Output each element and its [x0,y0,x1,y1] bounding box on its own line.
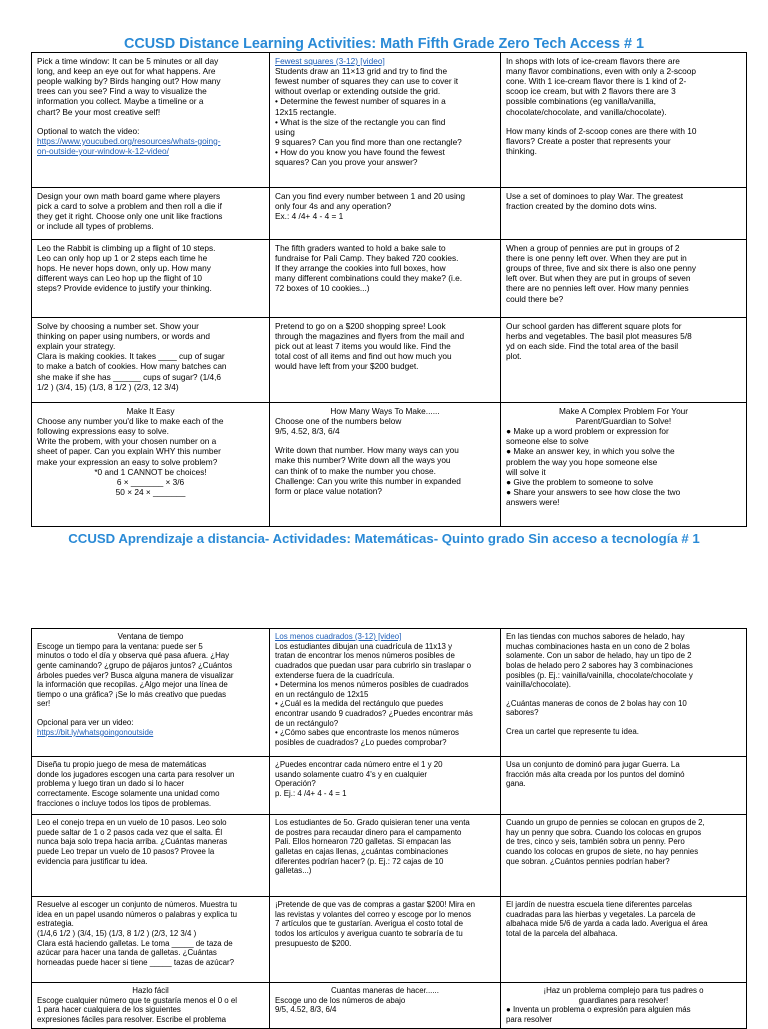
cell-text-line: Design your own math board game where players [37,191,221,201]
cell-text-line: problema y luego tiran un dado si lo hacer [37,779,184,789]
expression-line: *0 and 1 CANNOT be choices! [94,466,207,477]
cell-text-line: p. Ej.: 4 /4+ 4 - 4 = 1 [275,788,347,798]
expression-line: 50 × 24 × _______ [115,486,186,497]
activity-grid-english [31,52,747,527]
cell-text-line: Solve by choosing a number set. Show your [37,321,199,331]
cell-text-line: albahaca mide 5/6 de yarda a cada lado. Averigua el área [506,919,708,929]
cell-text-line: cuando los colocas en grupos de siete, no hay pennies [506,846,699,856]
cell-text-line: para resolver [506,1014,553,1024]
cell-text-line: • How do you know you have found the fewest [275,146,445,157]
cell-text-line: possible combinations (eg vanilla/vanilla, [506,96,656,107]
activity-cell [501,983,747,1029]
cell-text-line: galletas en cajas llenas, ¿cuántas combinaciones [275,846,449,856]
cell-text-line: gana. [506,779,526,789]
cell-text-line: Operación? [275,779,316,789]
cell-heading: Cuantas maneras de hacer...... [331,986,439,995]
cell-text-line: In shops with lots of ice-cream flavors there are [506,56,680,66]
activity-cell [270,983,501,1029]
cell-text-line: Escoge cualquier número que te gustaría menos el 0 o el [37,995,238,1005]
video-link[interactable]: Fewest squares (3-12) [video] [275,56,385,66]
cell-heading: guardianes para resolver! [578,995,669,1005]
cell-text-line: • Determine the fewest number of squares in a [275,96,446,107]
cell-text-line: estrategia. [37,919,74,929]
cell-text-line: Pretend to go on a $200 shopping spree! Look [275,321,446,331]
cell-text-line: Write the probem, with your chosen number on a [37,436,217,447]
cell-text-line: posibles de cuadrados? ¿Lo puedes comprobar? [275,738,447,748]
cell-text-line: pick out at least 7 items you would like. Find the [275,341,451,352]
cell-text-line: correctamente. Escoge solamente una unidad como [37,788,220,798]
activity-grid-spanish [31,628,747,1029]
cell-text-line: to make a batch of cookies. How many batches can [37,361,227,372]
activity-cell [270,240,501,318]
cell-text-line: El jardín de nuestra escuela tiene diferentes parcelas [506,900,692,909]
cell-text-line: sabores? [506,708,539,718]
cell-text-line: would have left from your $200 budget. [275,361,419,372]
activity-cell [32,629,270,757]
cell-heading: Make It Easy [126,406,175,416]
cell-text-line: groups of three, five and six there is also one penny [506,263,697,274]
cell-text-line: galletas...) [275,866,312,876]
cell-text-line: 9/5, 4.52, 8/3, 6/4 [275,1005,337,1015]
cell-text-line: sheet of paper. Can you explain WHY this number [37,446,221,457]
optional-video-label: Optional to watch the video: [37,125,140,136]
cell-text-line: puede Leo trepar un vuelo de 10 pasos? Provee la [37,846,215,856]
cell-text-line: Resuelve al escoger un conjunto de números. Muestra tu [37,900,238,909]
cell-text-line: vainilla/chocolate). [506,680,571,690]
cell-text-line: Pali. Ellos hornearon 720 galletas. Si empacan las [275,837,451,847]
cell-text-line: ● Make up a word problem or expression for [506,426,669,437]
activity-cell [501,629,747,757]
cell-text-line: la información que recopilas. ¿Algo mejor una línea de [37,680,228,690]
cell-text-line: donde los jugadores escogen una carta para resolver un [37,769,235,779]
cell-text-line: she make if she has ______ cups of sugar? (1/4,6 [37,371,222,382]
activity-cell [270,897,501,983]
cell-text-line: Students draw an 11×13 grid and try to find the [275,66,448,77]
cell-text-line: Use a set of dominoes to play War. The greatest [506,191,684,201]
cell-text-line: steps? Provide evidence to justify your thinking. [37,283,212,294]
cell-text-line: puede saltar de 1 o 2 pasos cada vez que el salta. Él [37,827,223,837]
activity-cell [501,240,747,318]
activity-cell [270,403,501,527]
activity-cell [270,757,501,815]
cell-text-line: trees can you see? Find a way to visualize the [37,86,207,97]
cell-text-line: 1 para hacer cualquiera de los siguientes [37,1005,181,1015]
cell-text-line: total cost of all items and find out how much you [275,351,452,362]
activity-cell [32,53,270,188]
cell-text-line: information you collect. Maybe a timeline or a [37,96,204,107]
cell-text-line: following expressions easy to solve. [37,426,169,437]
cell-text-line: árboles puedes ver? Busca alguna manera de visualizar [37,670,234,680]
activity-cell [501,757,747,815]
cell-text-line: hops. He never hops down, only up. How many [37,263,211,274]
cell-text-line: different ways can Leo hop up the flight of 10 [37,273,202,284]
cell-text-line: Leo el conejo trepa en un vuelo de 10 pasos. Leo solo [37,818,227,827]
activity-cell [32,240,270,318]
cell-text-line: 9/5, 4.52, 8/3, 6/4 [275,426,340,437]
activity-cell [501,188,747,240]
cell-text-line: azúcar para hacer una tanda de galletas. ¿Cuántas [37,948,217,958]
cell-text-line: • Determina los menos números posibles de cuadrados [275,680,469,690]
video-url-link[interactable]: https://www.youcubed.org/resources/whats-going- [37,135,221,146]
cell-text-line: Clara está haciendo galletas. Le toma _____ de taza de [37,938,233,948]
cell-text-line: squares? Can you prove your answer? [275,157,418,168]
cell-text-line: ● Give the problem to someone to solve [506,476,654,487]
cell-text-line: 9 squares? Can you find more than one rectangle? [275,136,462,147]
cell-text-line: someone else to solve [506,436,589,447]
cell-text-line: Usa un conjunto de dominó para jugar Guerra. La [506,760,680,769]
cell-text-line: (1/4,6 1/2 ) (3/4, 15) (1/3, 8 1/2 ) (2/3, 12 3/4 ) [37,928,197,938]
cell-text-line: left over. But when they are put in groups of seven [506,273,691,284]
cell-text-line: evidencia para justificar tu idea. [37,856,148,866]
activity-cell [270,53,501,188]
video-url-link[interactable]: on-outside-your-window-k-12-video/ [37,145,169,156]
cell-text-line: Los estudiantes dibujan una cuadrícula de 11x13 y [275,641,453,651]
cell-text-line: Los estudiantes de 5o. Grado quisieran tener una venta [275,818,470,827]
cell-text-line: minutos o todo el día y observa qué pasa afuera. ¿Hay [37,651,230,661]
activity-cell [32,188,270,240]
cell-text-line: cone. With 1 ice-cream flavor there is 1 kind of 2- [506,76,687,87]
cell-text-line: Pick a time window: It can be 5 minutes or all day [37,56,219,66]
activity-cell [270,815,501,897]
cell-text-line: solamente. Con un sabor de helado, hay un tipo de 2 [506,651,692,661]
cell-text-line: thinking on paper using numbers, or words and [37,331,210,342]
cell-text-line: que sobran. ¿Cuántos pennies podrían haber? [506,856,670,866]
cell-text-line: idea en un papel usando números o palabras y explica tu [37,909,238,919]
cell-heading: Make A Complex Problem For Your [558,406,689,416]
cell-text-line: de postres para recaudar dinero para el campamento [275,827,462,837]
cell-text-line: gente caminando? ¿grupo de pájaros juntos? ¿Cuántos [37,660,233,670]
cell-text-line: answers were! [506,496,560,507]
cell-text-line: If they arrange the cookies into full boxes, how [275,263,446,274]
cell-text-line: fewest number of squares they can use to cover it [275,76,459,87]
cell-text-line: plot. [506,351,522,362]
cell-text-line: Can you find every number between 1 and 20 using [275,191,466,201]
cell-text-line: hay un penny que sobra. Cuando los colocas en grupos [506,827,702,837]
activity-cell [32,318,270,403]
cell-text-line: • ¿Cuál es la medida del rectángulo que puedes [275,699,444,709]
cell-text-line: Clara is making cookies. It takes ____ cup of sugar [37,351,225,362]
page-title-spanish: CCUSD Aprendizaje a distancia- Actividades: Matemáticas- Quinto grado Sin acceso a tecnología # 1 [68,531,700,546]
cell-heading: How Many Ways To Make...... [330,406,440,416]
page-title-english: CCUSD Distance Learning Activities: Math Fifth Grade Zero Tech Access # 1 [123,36,645,52]
cell-text-line: fundraise for Pali Camp. They baked 720 cookies. [275,253,459,264]
cell-text-line: • ¿Cómo sabes que encontraste los menos números [275,728,459,738]
cell-text-line: Escoge un tiempo para la ventana: puede ser 5 [37,641,203,651]
cell-text-line: muchas combinaciones hasta en un cono de 2 bolas [506,641,690,651]
activity-cell [32,983,270,1029]
cell-text-line: encontrar usando 9 cuadrados? ¿Puedes encontrar más [275,709,473,719]
activity-cell [32,403,270,527]
cell-text-line: How many kinds of 2-scoop cones are there with 10 [506,125,697,136]
cell-text-line: ● Make an answer key, in which you solve the [506,446,675,457]
cell-text-line: many flavor combinations, even with only a 2-scoop [506,66,697,77]
cell-text-line: long, and keep an eye out for what happens. Are [37,66,216,77]
expression-line: 6 × _______ × 3/6 [116,476,185,487]
cell-text-line: there are no pennies left over. How many pennies [506,283,689,294]
cell-text-line: presupuesto de $200. [275,938,352,948]
cell-text-line: chart? Be your most creative self! [37,106,161,117]
cell-text-line: cuadradas para las hierbas y vegetales. La parcela de [506,909,696,919]
cell-text-line: todos los artículos y averigua cuanto te sobraría de tu [275,928,463,938]
cell-text-line: expresiones fáciles para resolver. Escribe el problema [37,1014,227,1024]
cell-text-line: cuadrados que puedan usar para cubrirlo sin traslapar o [275,660,472,670]
activity-cell [501,53,747,188]
cell-text-line: tratan de encontrar los menos números posibles de [275,651,455,661]
activity-cell [501,897,747,983]
cell-text-line: make your expression an easy to solve problem? [37,456,218,467]
cell-text-line: posibles (p. Ej.: vainilla/vainilla, chocolate/chocolate y [506,670,693,680]
cell-text-line: en un rectángulo de 12x15 [275,689,369,699]
cell-text-line: The fifth graders wanted to hold a bake sale to [275,243,446,253]
cell-text-line: only four 4s and any operation? [275,201,392,212]
cell-text-line: people walking by? Birds hanging out? How many [37,76,221,87]
cell-text-line: las revistas y volantes del correo y escoge por lo menos [275,909,472,919]
cell-text-line: diferentes podrían hacer? (p. Ej.: 72 cajas de 10 [275,856,444,866]
cell-text-line: form or place value notation? [275,485,383,496]
cell-text-line: ¿Puedes encontrar cada número entre el 1 y 20 [275,760,443,769]
cell-text-line: de tres, cinco y seis, también sobra un penny. Pero [506,837,685,847]
cell-text-line: herbs and vegetables. The basil plot measures 5/8 [506,331,692,342]
cell-text-line: tiempo o una gráfica? ¡Se lo más creativo que puedas [37,689,227,699]
cell-text-line: Escoge uno de los números de abajo [275,995,406,1005]
cell-text-line: En las tiendas con muchos sabores de helado, hay [506,632,685,641]
activity-cell [501,815,747,897]
cell-text-line: using [275,126,295,137]
cell-text-line: Challenge: Can you write this number in expanded [275,475,461,486]
activity-cell [32,815,270,897]
cell-text-line: chocolate/chocolate, and vanilla/chocolate). [506,106,667,117]
cell-text-line: fracción más alta creada por los puntos del dominó [506,769,685,779]
video-link[interactable]: Los menos cuadrados (3-12) [video] [275,632,402,641]
cell-text-line: Choose one of the numbers below [275,416,402,427]
video-url-link[interactable]: https://bit.ly/whatsgoingonoutside [37,727,154,737]
cell-text-line: or include all types of problems. [37,221,154,232]
cell-text-line: ● Inventa un problema o expresión para alguien más [506,1005,691,1015]
cell-text-line: Choose any number you'd like to make each of the [37,416,224,427]
cell-text-line: can think of to make the number you chose. [275,465,436,476]
cell-heading: Parent/Guardian to Solve! [575,416,672,427]
cell-text-line: problem the way you hope someone else [506,456,658,467]
cell-heading: ¡Haz un problema complejo para tus padres o [543,986,704,995]
cell-text-line: Cuando un grupo de pennies se colocan en grupos de 2, [506,818,705,827]
cell-text-line: 1/2 ) (3/4, 15) (1/3, 8 1/2 ) (2/3, 12 3/4) [37,381,179,392]
cell-text-line: de un rectángulo? [275,718,339,728]
cell-text-line: horneadas puede hacer si tiene _____ tazas de azúcar? [37,957,234,967]
cell-text-line: they get it right. Choose only one unit like fractions [37,211,223,222]
cell-text-line: will solve it [506,466,546,477]
cell-text-line: Write down that number. How many ways can you [275,445,459,456]
cell-text-line: Ex.: 4 /4+ 4 - 4 = 1 [275,211,344,222]
cell-text-line: When a group of pennies are put in groups of 2 [506,243,680,253]
activity-cell [501,403,747,527]
cell-text-line: make this number? Write down all the ways you [275,455,451,466]
cell-text-line: total de la parcela del albahaca. [506,928,618,938]
activity-cell [270,629,501,757]
cell-text-line: through the magazines and flyers from the mail and [275,331,465,342]
cell-text-line: thinking. [506,145,537,156]
cell-text-line: many different combinations could they make? (i.e. [275,273,463,284]
cell-text-line: Our school garden has different square plots for [506,321,682,331]
cell-text-line: usando solamente cuatro 4's y en cualquier [275,769,427,779]
activity-cell [501,318,747,403]
cell-text-line: flavors? Create a poster that represents your [506,135,671,146]
cell-text-line: ¡Pretende de que vas de compras a gastar $200! Mira en [275,900,476,909]
cell-text-line: • What is the size of the rectangle you can find [275,116,446,127]
cell-text-line: bolas de helado pero 2 sabores hay 3 combinaciones [506,660,693,670]
cell-text-line: ser! [37,699,51,709]
activity-cell [32,897,270,983]
cell-heading: Hazlo fácil [132,986,169,995]
cell-heading: Ventana de tiempo [117,632,184,641]
cell-text-line: Crea un cartel que represente tu idea. [506,727,639,737]
activity-cell [270,318,501,403]
cell-text-line: pick a card to solve a problem and then roll a die if [37,201,222,212]
cell-text-line: fracciones o incluye todos los tipos de problemas. [37,798,212,808]
cell-text-line: 7 artículos que te gustarían. Averigua el costo total de [275,919,464,929]
activity-cell [270,188,501,240]
cell-text-line: there is one penny left over. When they are put in [506,253,687,264]
cell-text-line: 72 boxes of 10 cookies...) [275,283,370,294]
cell-text-line: ● Share your answers to see how close the two [506,486,681,497]
optional-video-label: Opcional para ver un video: [37,718,134,728]
cell-text-line: could there be? [506,293,564,304]
cell-text-line: yd on each side. Find the total area of the basil [506,341,679,352]
cell-text-line: Leo can only hop up 1 or 2 steps each time he [37,253,208,264]
cell-text-line: 12x15 rectangle. [275,106,337,117]
cell-text-line: nunca baja solo trepa hacia arriba. ¿Cuántas maneras [37,837,228,847]
cell-text-line: Leo the Rabbit is climbing up a flight of 10 steps. [37,243,216,253]
cell-text-line: ¿Cuántas maneras de conos de 2 bolas hay con 10 [506,698,687,708]
cell-text-line: fraction created by the domino dots wins. [506,201,657,212]
cell-text-line: explain your strategy. [37,341,116,352]
cell-text-line: extenderse fuera de la cuadrícula. [275,670,395,680]
cell-text-line: Diseña tu propio juego de mesa de matemáticas [37,760,207,769]
activity-cell [32,757,270,815]
cell-text-line: scoop ice cream, but with 2 flavors there are 3 [506,86,676,97]
cell-text-line: without overlap or extending outside the grid. [275,86,441,97]
